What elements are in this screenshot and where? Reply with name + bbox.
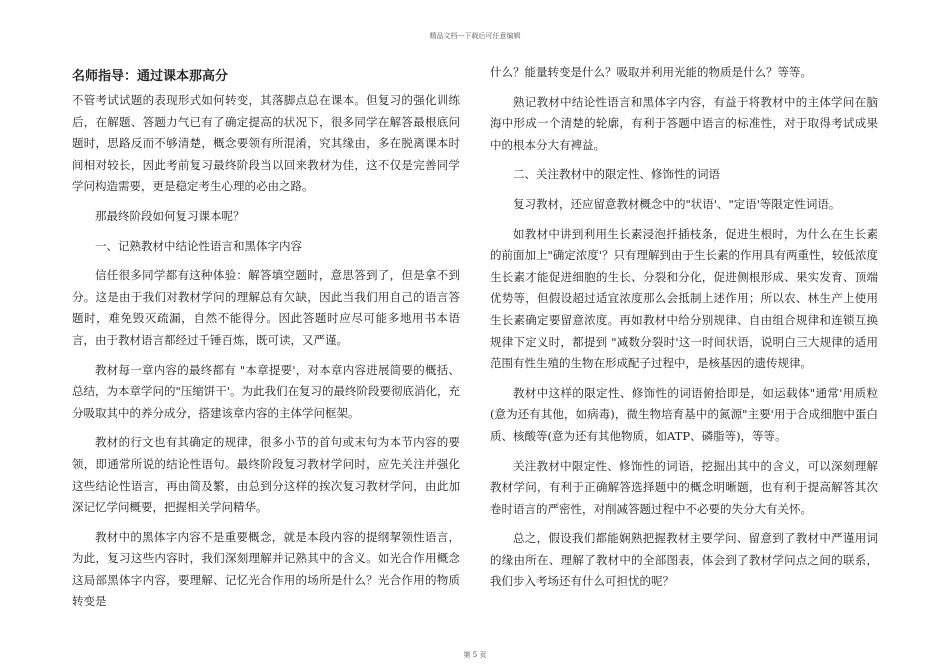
paragraph: 什么？能量转变是什么？吸取并利用光能的物质是什么？等等。 <box>490 65 812 79</box>
page-number: 第 5 页 <box>463 651 487 659</box>
section-heading: 一、记熟教材中结论性语言和黑体字内容 <box>95 238 302 253</box>
paragraph: 复习教材，还应留意教材概念中的"状语'、"定语'等限定性词语。 <box>513 196 841 211</box>
paragraph: 那最终阶段如何复习课本呢？ <box>95 208 245 223</box>
section-heading: 二、关注教材中的限定性、修饰性的词语 <box>513 167 720 182</box>
paragraph: 关注教材中限定性、修饰性的词语，挖掘出其中的含义，可以深刻理解教材学问，有利于正确解答选择题中的概念明晰题，也有利于提高解答其次卷时语言的严密性，对削减答题过程中不必要的失分大有关怀。 <box>490 458 878 516</box>
paragraph: 教材中这样的限定性、修饰性的词语俯拾即是，如运载体"通常'用质粒(意为还有其他，如病毒)，微生物培育基中的氮源"主要'用于合成细胞中蛋白质、核酸等(意为还有其他物质，如ATP、磷脂等)，等等。 <box>490 385 878 443</box>
paragraph: 熟记教材中结论性语言和黑体字内容，有益于将教材中的主体学问在脑海中形成一个清楚的轮廓，有利于答题中语言的标准性，对于取得考试成果中的根本分大有裨益。 <box>490 94 878 152</box>
article-title: 名师指导：通过课本那高分 <box>72 69 229 84</box>
paragraph: 不管考试试题的表现形式如何转变，其落脚点总在课本。但复习的强化训练后，在解题、答题力气已有了确定提高的状况下，很多同学在解答最根底问题时，思路反而不够清楚，概念要领有所混淆，究其缘由，多在脱离课本时间相对较长，因此考前复习最终阶段当以回来教材为佳，这不仅是完善同学学问构造需要，更是稳定考生心理的必由之路。 <box>72 93 460 194</box>
right-column <box>490 62 878 601</box>
paragraph: 如教材中讲到利用生长素浸泡扦插枝条，促进生根时，为什么在生长素的前面加上"确定浓度'？只有理解到由于生长素的作用具有两重性，较低浓度生长素才能促进细胞的生长、分裂和分化，促进侧根形成、果实发育、顶端优势等，但假设超过适宜浓度那么会抵制上述作用；所以农、林生产上使用生长素确定要留意浓度。再如教材中给分别规律、自由组合规律和连锁互换规律下定义时，都提到 "减数分裂时'这一时间状语，说明白三大规律的适用范围有性生殖的生物在形成配子过程中，是核基因的遗传规律。 <box>490 226 878 371</box>
paragraph: 总之，假设我们都能娴熟把握教材主要学问、留意到了教材中严谨用词的缘由所在、理解了教材中的全部图表，体会到了教材学问点之间的联系，我们步入考场还有什么可担忧的呢？ <box>490 531 878 589</box>
paragraph: 教材每一章内容的最终都有 "本章提要'，对本章内容进展简要的概括、总结，为本章学问的"压缩饼干'。为此我们在复习的最终阶段要彻底消化，充分吸取其中的养分成分，搭建该章内容的主体学问框架。 <box>72 362 460 420</box>
paragraph: 信任很多同学都有这种体验：解答填空题时，意思答到了，但是拿不到分。这是由于我们对教材学问的理解总有欠缺，因此当我们用自己的语言答题时，难免毁灭疏漏，自然不能得分。因此答题时应尽可能多地用书本语言，由于教材语言都经过千锤百炼，既可读，又严谨。 <box>72 268 460 347</box>
page-header: 精品文档---下载后可任意编辑 <box>429 32 521 40</box>
left-column <box>72 62 460 621</box>
paragraph: 教材中的黑体字内容不是重要概念，就是本段内容的提纲挈领性语言，为此，复习这些内容时，我们深刻理解并记熟其中的含义。如光合作用概念这局部黑体字内容，要理解、记忆光合作用的场所是什么？光合作用的物质转变是 <box>72 529 460 609</box>
paragraph: 教材的行文也有其确定的规律，很多小节的首句或末句为本节内容的要领，即通常所说的结论性语句。最终阶段复习教材学问时，应先关注并强化这些结论性语言，再由简及繁，由总到分这样的挨次复习教材学问，由此加深记忆学问概要，把握相关学问精华。 <box>72 435 460 515</box>
